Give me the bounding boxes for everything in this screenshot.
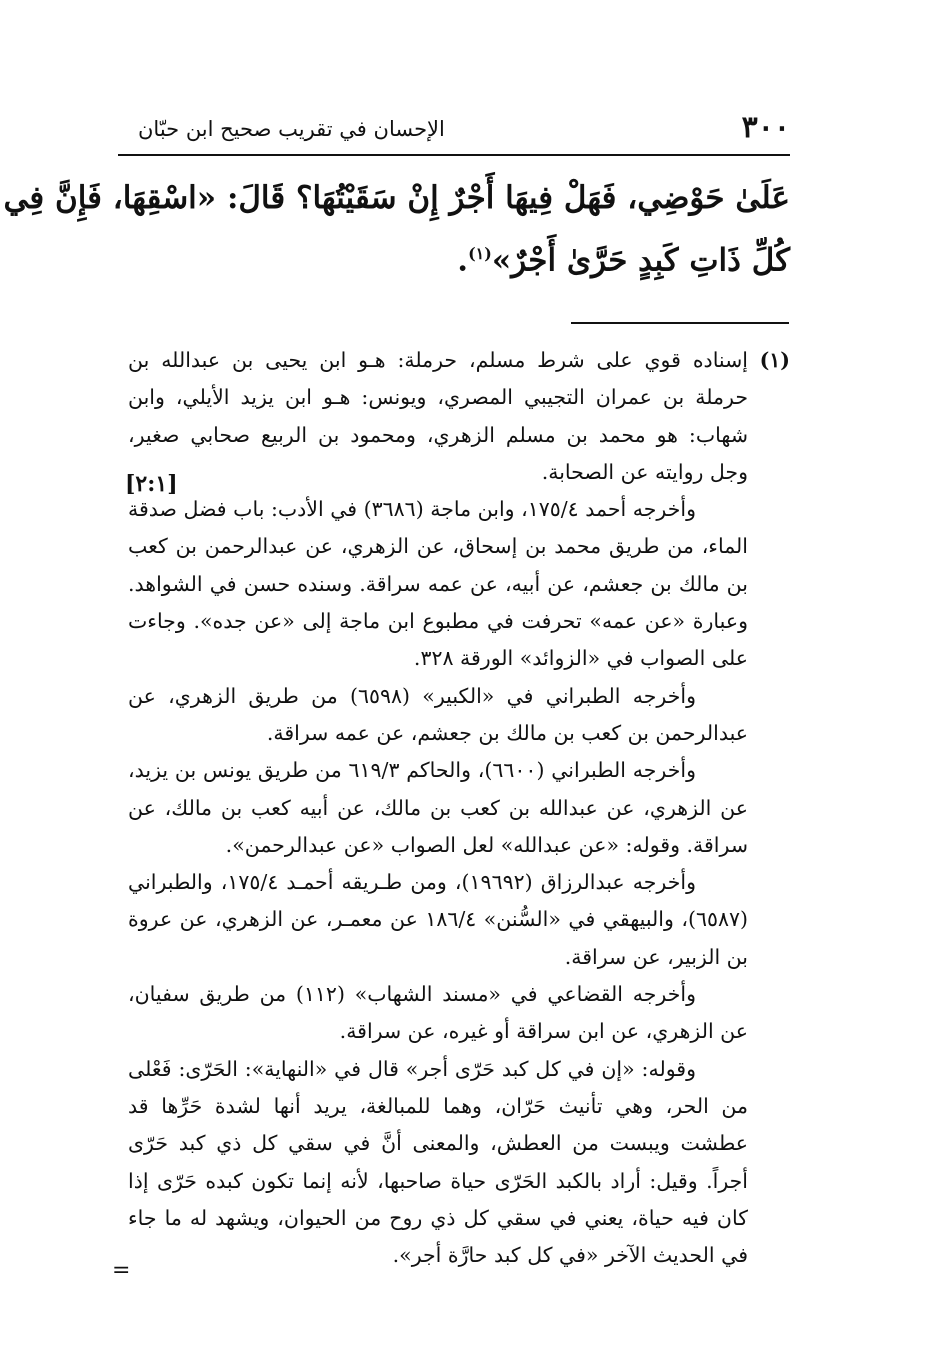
continuation-mark: =	[112, 1258, 131, 1283]
hadith-line-1: عَلَىٰ حَوْضِي، فَهَلْ فِيهَا أَجْرٌ إِنْ سَقَيْتُهَا؟ قَالَ: «اسْقِهَا، فَإِنَّ فِي	[3, 180, 790, 216]
footnote-paragraph: وقوله: «إن في كل كبد حَرّى أجر» قال في «النهاية»: الحَرّى: فَعْلى من الحر، وهي تأنيث حَرّان، وهما للمبالغة، يريد أنها لشدة حَرِّها قد عطشت ويبست من العطش، والمعنى أنَّ في سقي كل ذي كبد حَرّى أجراً. وقيل: أراد بالكبد الحَرّى حياة صاحبها، لأنه إنما تكون كبده حَرّى إذا كان فيه حياة، يعني في سقي كل ذي روح من الحيوان، ويشهد له ما جاء في الحديث الآخر «في كل كبد حارَّة أجر».	[128, 1056, 748, 1268]
running-title: الإحسان في تقريب صحيح ابن حبّان	[138, 117, 445, 141]
footnotes	[128, 342, 790, 1274]
footnote-paragraph: وأخرجه الطبراني في «الكبير» (٦٥٩٨) من طريق الزهري، عن عبدالرحمن بن كعب بن مالك بن جعشم، عن عمه سراقة.	[128, 683, 748, 745]
header-rule	[118, 154, 790, 156]
hadith-reference: [٢:١]	[125, 471, 178, 497]
footnote-paragraph: وأخرجه القضاعي في «مسند الشهاب» (١١٢) من طريق سفيان، عن الزهري، عن ابن سراقة أو غيره، عن سراقة.	[128, 982, 748, 1044]
footnote-paragraph: وأخرجه الطبراني (٦٦٠٠)، والحاكم ٦١٩/٣ من طريق يونس بن يزيد، عن الزهري، عن عبدالله بن كعب بن مالك، عن أبيه كعب بن مالك، عن سراقة. وقوله: «عن عبدالله» لعل الصواب «عن عبدالرحمن».	[128, 758, 748, 857]
footnote-rule	[571, 322, 789, 324]
hadith-line-2-text: كُلِّ ذَاتِ كَبِدٍ حَرَّىٰ أَجْرٌ»	[491, 242, 790, 279]
footnote-paragraph: إسناده قوي على شرط مسلم، حرملة: هـو ابن يحيى بن عبدالله بن حرملة بن عمران التجيبي المصري، ويونس: هـو ابن يزيد الأيلي، وابن شهاب: هو محمد بن مسلم الزهري، ومحمود بن الربيع صحابي صغير، وجل روايته عن الصحابة.	[128, 348, 748, 484]
footnote-marker: (١)	[759, 348, 790, 372]
page-header	[118, 108, 790, 154]
hadith-footnote-mark: (١)	[468, 244, 492, 263]
hadith-line-2-end: .	[457, 242, 469, 279]
footnote-paragraph: وأخرجه أحمد ١٧٥/٤، وابن ماجة (٣٦٨٦) في الأدب: باب فضل صدقة الماء، من طريق محمد بن إسحاق، عن الزهري، عن عبدالرحمن بن كعب بن مالك بن جعشم، عن أبيه، عن عمه سراقة. وسنده حسن في الشواهد. وعبارة «عن عمه» تحرفت في مطبوع ابن ماجة إلى «عن جده». وجاءت على الصواب في «الزوائد» الورقة ٣٢٨.	[128, 497, 748, 671]
footnote-body	[128, 342, 748, 1274]
footnote-paragraph: وأخرجه عبدالرزاق (١٩٦٩٢)، ومن طـريقه أحمـد ١٧٥/٤، والطبراني (٦٥٨٧)، والبيهقي في «السُّنن» ١٨٦/٤ عن معمـر، عن الزهري، عن عروة بن الزبير، عن سراقة.	[128, 870, 749, 969]
page-number: ٣٠٠	[741, 110, 790, 145]
